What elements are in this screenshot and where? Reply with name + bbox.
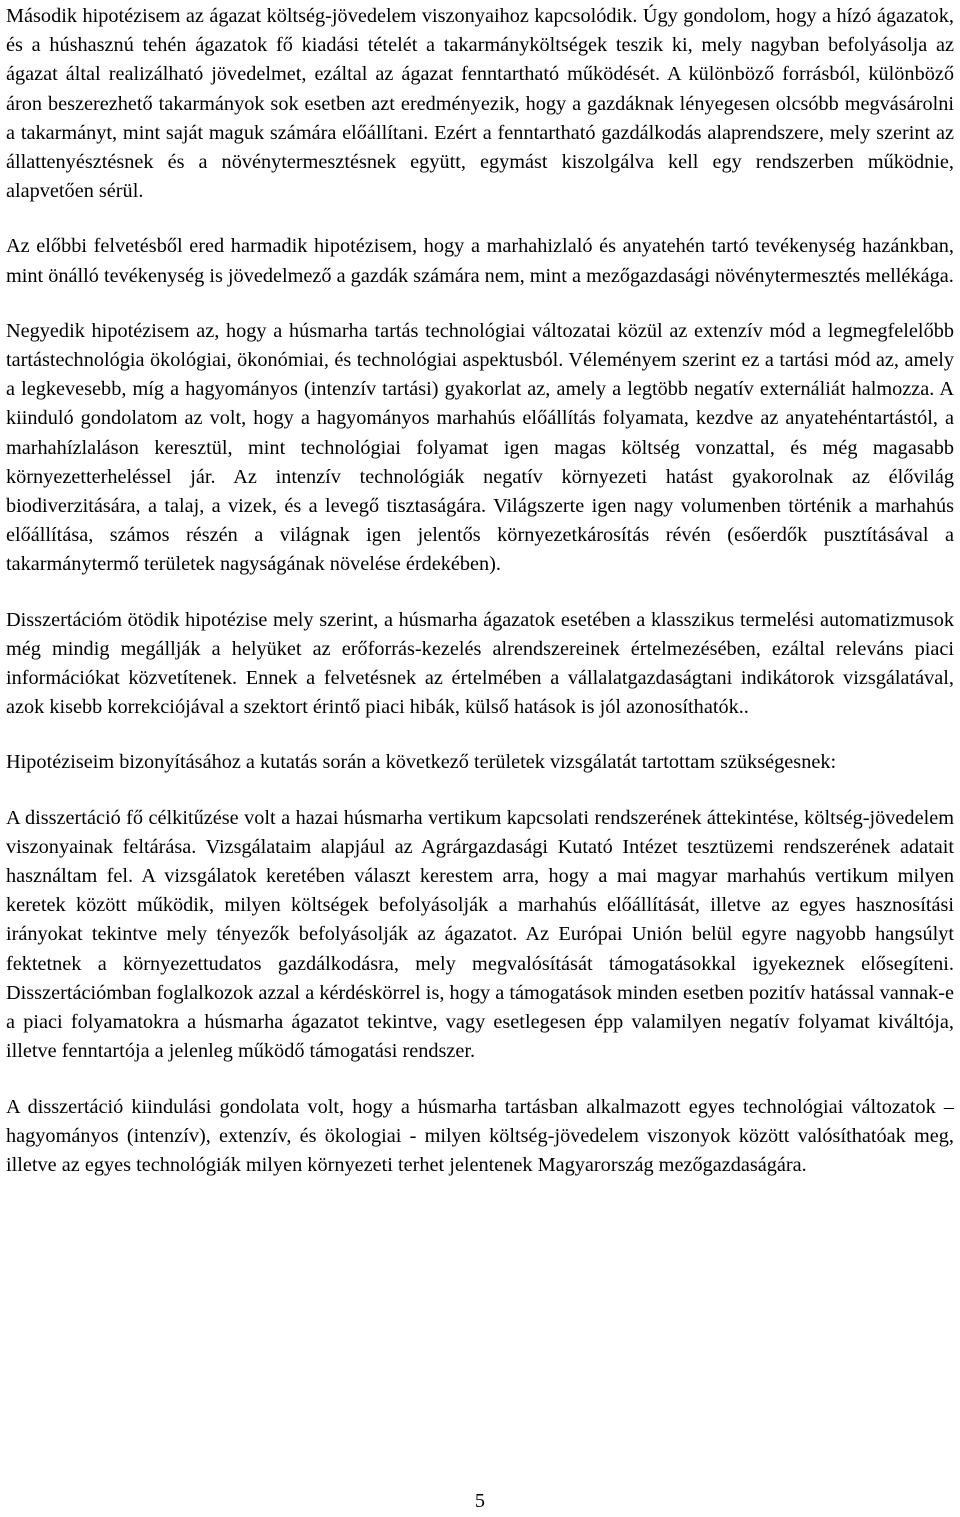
paragraph-fifth-hypothesis: Disszertációm ötödik hipotézise mely szerint, a húsmarha ágazatok esetében a klasszikus termelési automatizmusok még mindig megállják a helyüket az erőforrás-kezelés alrendszereinek értelmezésében, ezáltal releváns piaci információkat közvetítenek. Ennek a felvetésnek az értelmében a vállalatgazdaságtani indikátorok vizsgálatával, azok kisebb korrekciójával a szektort érintő piaci hibák, külső hatások is jól azonosíthatók.. xyxy=(6,608,954,719)
paragraph-second-hypothesis: Második hipotézisem az ágazat költség-jövedelem viszonyaihoz kapcsolódik. Úgy gondolom, hogy a hízó ágazatok, és a húshasznú tehén ágazatok fő kiadási tételét a takarmányköltségek teszik ki, mely nagyban befolyásolja az ágazat által realizálható jövedelmet, ezáltal az ágazat fenntartható működését. A különböző forrásból, különböző áron beszerezhető takarmányok sok esetben azt eredményezik, hogy a gazdáknak lényegesen olcsóbb megvásárolni a takarmányt, mint saját maguk számára előállítani. Ezért a fenntartható gazdálkodás alaprendszere, mely szerint az állattenyésztésnek és a növénytermesztésnek együtt, egymást kiszolgálva kell egy rendszerben működnie, alapvetően sérül. xyxy=(6,5,954,203)
document-body xyxy=(6,2,954,1206)
paragraph-fourth-hypothesis: Negyedik hipotézisem az, hogy a húsmarha tartás technológiai változatai közül az extenzív mód a legmegfelelőbb tartástechnológia ökológiai, ökonómiai, és technológiai aspektusból. Véleményem szerint ez a tartási mód az, amely a legkevesebb, míg a hagyományos (intenzív tartási) gyakorlat az, amely a legtöbb negatív externáliát halmozza. A kiinduló gondolatom az volt, hogy a hagyományos marhahús előállítás folyamata, kezdve az anyatehéntartástól, a marhahízlaláson keresztül, mint technológiai folyamat igen magas költség vonzattal, és még magasabb környezetterheléssel jár. Az intenzív technológiák negatív környezeti hatást gyakorolnak az élővilág biodiverzitására, a talaj, a vizek, és a levegő tisztaságára. Világszerte igen nagy volumenben történik a marhahús előállítása, számos részén a világnak igen jelentős környezetkárosítás révén (esőerdők pusztításával a takarmánytermő területek nagyságának növelése érdekében). xyxy=(6,319,954,576)
paragraph-third-hypothesis: Az előbbi felvetésből ered harmadik hipotézisem, hogy a marhahizlaló és anyatehén tartó tevékenység hazánkban, mint önálló tevékenység is jövedelmező a gazdák számára nem, mint a mezőgazdasági növénytermesztés mellékága. xyxy=(6,235,954,287)
paragraph-starting-idea: A disszertáció kiindulási gondolata volt, hogy a húsmarha tartásban alkalmazott egyes technológiai változatok – hagyományos (intenzív), extenzív, és ökologiai - milyen költség-jövedelem viszonyok között valósíthatóak meg, illetve az egyes technológiák milyen környezeti terhet jelentenek Magyarország mezőgazdaságára. xyxy=(6,1095,954,1176)
paragraph-main-objective: A disszertáció fő célkitűzése volt a hazai húsmarha vertikum kapcsolati rendszerének áttekintése, költség-jövedelem viszonyainak feltárása. Vizsgálataim alapjául az Agrárgazdasági Kutató Intézet tesztüzemi rendszerének adatait használtam fel. A vizsgálatok keretében választ kerestem arra, hogy a mai magyar marhahús vertikum milyen keretek között működik, milyen költségek befolyásolják a marhahús előállítását, illetve az egyes hasznosítási irányokat tekintve mely tényezők befolyásolják az ágazatot. Az Európai Unión belül egyre nagyobb hangsúlyt fektetnek a környezettudatos gazdálkodásra, mely megvalósítását támogatásokkal igyekeznek elősegíteni. Disszertációmban foglalkozok azzal a kérdéskörrel is, hogy a támogatások minden esetben pozitív hatással vannak-e a piaci folyamatokra a húsmarha ágazatot tekintve, vagy esetlegesen épp valamilyen negatív folyamat kiváltója, illetve fenntartója a jelenleg működő támogatási rendszer. xyxy=(6,806,954,1063)
page-number: 5 xyxy=(474,1490,486,1512)
paragraph-research-areas: Hipotéziseim bizonyításához a kutatás során a következő területek vizsgálatát tartottam szükségesnek: xyxy=(6,751,837,774)
